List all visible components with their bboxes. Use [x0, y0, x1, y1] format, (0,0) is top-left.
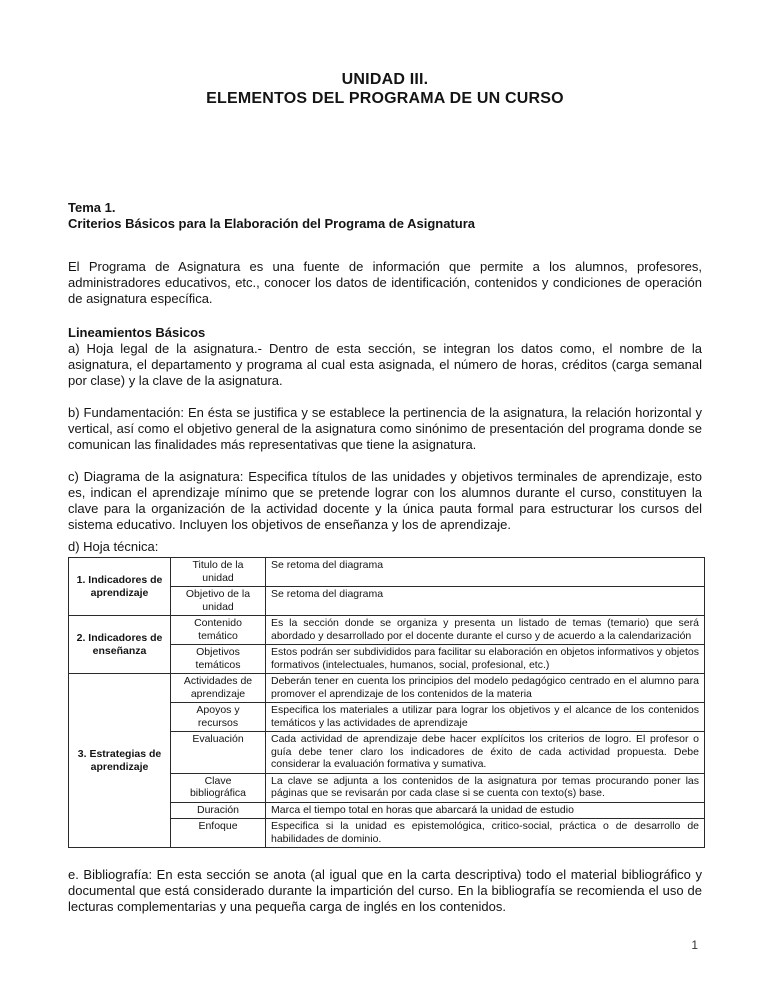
row-key: Objetivo de la unidad: [171, 587, 266, 616]
page-number: 1: [691, 938, 698, 952]
document-title: [68, 70, 702, 108]
row-key: Actividades de aprendizaje: [171, 674, 266, 703]
row-value: Se retoma del diagrama: [266, 558, 705, 587]
row-key: Evaluación: [171, 732, 266, 774]
row-key: Titulo de la unidad: [171, 558, 266, 587]
paragraph-item-d: d) Hoja técnica:: [68, 539, 159, 554]
row-value: La clave se adjunta a los contenidos de la asignatura por temas procurando poner las páginas que se revisarán por cada clase si se cuenta con texto(s) base.: [266, 773, 705, 802]
document-title-line1: UNIDAD III.: [341, 71, 429, 88]
tema-subtitle: Criterios Básicos para la Elaboración del Programa de Asignatura: [68, 216, 475, 231]
group-label-estrategias-aprendizaje: 3. Estrategias de aprendizaje: [69, 674, 171, 848]
bibliografia-paragraph: e. Bibliografía: En esta sección se anota (al igual que en la carta descriptiva) todo el material bibliográfico y documental que está considerado durante la impartición del curso. En la bibliografía se recomienda el uso de lecturas complementarias y una pequeña carga de inglés en los contenidos.: [68, 867, 702, 914]
intro-paragraph: El Programa de Asignatura es una fuente de información que permite a los alumnos, profesores, administradores educativos, etc., conocer los datos de identificación, contenidos y condiciones de operación de asignatura específica.: [68, 259, 702, 306]
row-value: Se retoma del diagrama: [266, 587, 705, 616]
table-row: [69, 616, 705, 645]
row-value: Especifica los materiales a utilizar para lograr los objetivos y el alcance de los contenidos temáticos y las actividades de aprendizaje: [266, 703, 705, 732]
group-label-indicadores-aprendizaje: 1. Indicadores de aprendizaje: [69, 558, 171, 616]
row-value: Deberán tener en cuenta los principios del modelo pedagógico centrado en el alumno para promover el aprendizaje de los contenidos de la materia: [266, 674, 705, 703]
paragraph-item-b: b) Fundamentación: En ésta se justifica y se establece la pertinencia de la asignatura, la relación horizontal y vertical, así como el objetivo general de la asignatura como sinónimo de presentación del programa donde se comunican las finalidades más representativas que tiene la asignatura.: [68, 405, 702, 452]
group-label-indicadores-ensenanza: 2. Indicadores de enseñanza: [69, 616, 171, 674]
row-key: Duración: [171, 802, 266, 819]
row-key: Clave bibliográfica: [171, 773, 266, 802]
row-value: Marca el tiempo total en horas que abarcará la unidad de estudio: [266, 802, 705, 819]
row-key: Apoyos y recursos: [171, 703, 266, 732]
row-key: Contenido temático: [171, 616, 266, 645]
tema-heading: [68, 200, 702, 232]
table-row: [69, 674, 705, 703]
row-value: Cada actividad de aprendizaje debe hacer explícitos los criterios de logro. El profesor o guía debe tener claro los indicadores de éxito de cada actividad propuesta. Debe considerar la evaluación formativa y sumativa.: [266, 732, 705, 774]
row-value: Es la sección donde se organiza y presenta un listado de temas (temario) que será abordado y desarrollado por el docente durante el curso y de acuerdo a la calendarización: [266, 616, 705, 645]
lineamientos-heading: Lineamientos Básicos: [68, 325, 206, 340]
hoja-tecnica-table: [68, 557, 705, 848]
paragraph-item-a: a) Hoja legal de la asignatura.- Dentro de esta sección, se integran los datos como, el nombre de la asignatura, el departamento y programa al cual esta asignada, el número de horas, créditos (carga semanal por clase) y la clave de la asignatura.: [68, 341, 702, 388]
row-key: Objetivos temáticos: [171, 645, 266, 674]
document-title-line2: ELEMENTOS DEL PROGRAMA DE UN CURSO: [206, 90, 564, 107]
table-row: [69, 558, 705, 587]
paragraph-item-c: c) Diagrama de la asignatura: Especifica títulos de las unidades y objetivos terminales de aprendizaje, esto es, indican el aprendizaje mínimo que se pretende lograr con los alumnos durante el curso, constituyen la clave para la organización de la actividad docente y la única pauta formal para estructurar los cursos del sistema educativo. Incluyen los objetivos de enseñanza y los de aprendizaje.: [68, 469, 702, 532]
tema-label: Tema 1.: [68, 200, 116, 215]
row-key: Enfoque: [171, 819, 266, 848]
row-value: Especifica si la unidad es epistemológica, critico-social, práctica o de desarrollo de habilidades de dominio.: [266, 819, 705, 848]
row-value: Estos podrán ser subdivididos para facilitar su elaboración en objetos informativos y objetos formativos (intelectuales, humanos, social, profesional, etc.): [266, 645, 705, 674]
